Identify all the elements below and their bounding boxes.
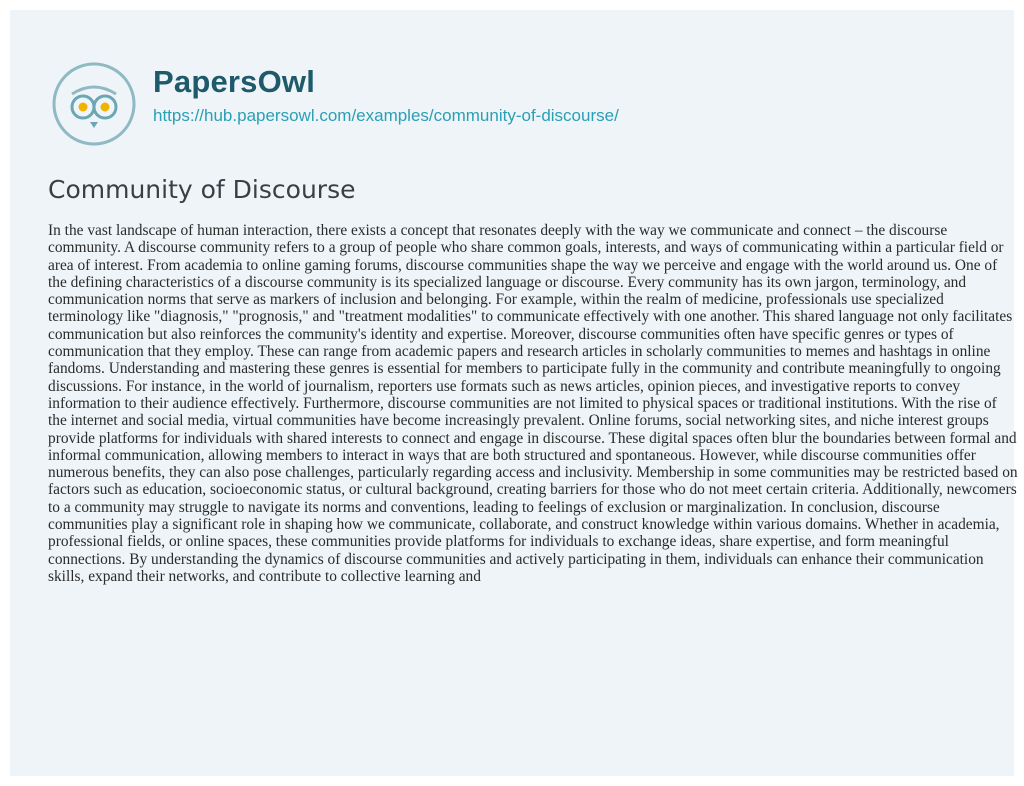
brand-name[interactable]: PapersOwl: [153, 64, 316, 99]
owl-logo-icon: [50, 60, 138, 148]
page-title: Community of Discourse: [48, 175, 356, 204]
source-url[interactable]: https://hub.papersowl.com/examples/community-of-discourse/: [153, 106, 619, 125]
site-header: [10, 10, 1014, 158]
essay-body: In the vast landscape of human interaction, there exists a concept that resonates deeply with the way we communicate and connect – the discourse community. A discourse community refers to a group of people who share common goals, interests, and ways of communicating within a particular field or area of interest. From academia to online gaming forums, discourse communities shape the way we perceive and engage with the world around us. One of the defining characteristics of a discourse community is its specialized language or discourse. Every community has its own jargon, terminology, and communication norms that serve as markers of inclusion and belonging. For example, within the realm of medicine, professionals use specialized terminology like "diagnosis," "prognosis," and "treatment modalities" to communicate effectively with one another. This shared language not only facilitates communication but also reinforces the community's identity and expertise. Moreover, discourse communities often have specific genres or types of communication that they employ. These can range from academic papers and research articles in scholarly communities to memes and hashtags in online fandoms. Understanding and mastering these genres is essential for members to participate fully in the community and contribute meaningfully to ongoing discussions. For instance, in the world of journalism, reporters use formats such as news articles, opinion pieces, and investigative reports to convey information to their audience effectively. Furthermore, discourse communities are not limited to physical spaces or traditional institutions. With the rise of the internet and social media, virtual communities have become increasingly prevalent. Online forums, social networking sites, and niche interest groups provide platforms for individuals with shared interests to connect and engage in discourse. These digital spaces often blur the boundaries between formal and informal communication, allowing members to interact in ways that are both structured and spontaneous. However, while discourse communities offer numerous benefits, they can also pose challenges, particularly regarding access and inclusivity. Membership in some communities may be restricted based on factors such as education, socioeconomic status, or cultural background, creating barriers for those who do not meet certain criteria. Additionally, newcomers to a community may struggle to navigate its norms and conventions, leading to feelings of exclusion or marginalization. In conclusion, discourse communities play a significant role in shaping how we communicate, collaborate, and construct knowledge within various domains. Whether in academia, professional fields, or online spaces, these communities provide platforms for individuals to exchange ideas, share expertise, and form meaningful connections. By understanding the dynamics of discourse communities and actively participating in them, individuals can enhance their communication skills, expand their networks, and contribute to collective learning and: [48, 222, 1018, 585]
document-page: [10, 10, 1018, 776]
